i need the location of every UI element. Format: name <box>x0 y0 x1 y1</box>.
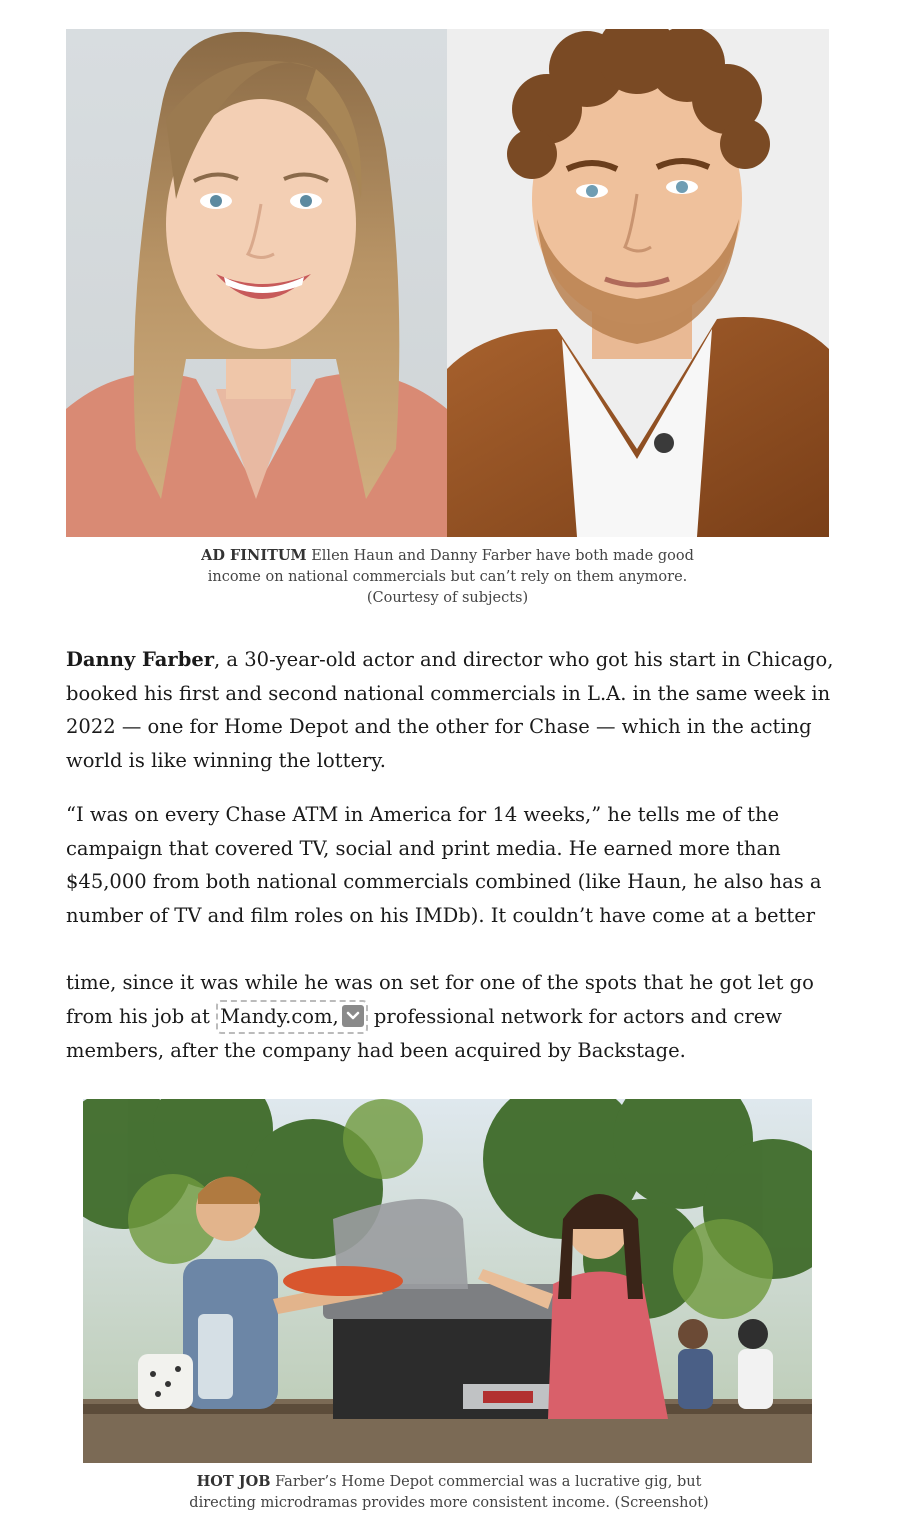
figure1-caption-kicker: AD FINITUM <box>201 547 307 564</box>
article-paragraph-2 <box>66 798 836 932</box>
article-paragraph-1-text: , a 30-year-old actor and director who got his start in Chicago, booked his first and second national commercials in L.A. in the same week in 2022 — one for Home Depot and the other for Chase — which in the acting world is like winning the lottery. <box>66 648 834 772</box>
headshot-danny-farber-image <box>447 29 829 537</box>
mandy-link-text[interactable]: Mandy.com, <box>220 1004 339 1028</box>
article-paragraph-3 <box>66 966 836 1067</box>
article-paragraph-2-text: “I was on every Chase ATM in America for 14 weeks,” he tells me of the campaign that covered TV, social and print media. He earned more than $45,000 from both national commercials combined (like Haun, he also has a number of TV and film roles on his IMDb). It couldn’t have come at a better <box>66 803 822 927</box>
article-paragraph-1 <box>66 643 836 777</box>
article-person-name: Danny Farber <box>66 648 215 671</box>
headshot-ellen-haun <box>66 29 447 537</box>
figure1-caption-text: Ellen Haun and Danny Farber have both made good income on national commercials but can’t rely on them anymore. (Courtesy of subjects) <box>207 548 694 606</box>
home-depot-commercial-screenshot <box>83 1099 812 1463</box>
headshot-danny-farber <box>447 29 829 537</box>
chevron-down-icon[interactable] <box>342 1005 364 1027</box>
article-paragraph-3-before: time, since it was while he was on set for one of the spots that he got let go from his job at <box>66 971 814 1028</box>
figure2-caption-text: Farber’s Home Depot commercial was a lucrative gig, but directing microdramas provides more consistent income. (Screenshot) <box>189 1474 709 1511</box>
headshot-ellen-haun-image <box>66 29 447 537</box>
figure1-caption <box>180 545 715 609</box>
figure2-caption <box>185 1471 713 1514</box>
home-depot-commercial-image <box>83 1099 812 1463</box>
figure2-caption-kicker: HOT JOB <box>196 1473 271 1490</box>
article-paragraph-3-after: professional network for actors and crew members, after the company had been acquired by Backstage. <box>66 1004 782 1062</box>
mandy-link[interactable] <box>216 1000 368 1034</box>
